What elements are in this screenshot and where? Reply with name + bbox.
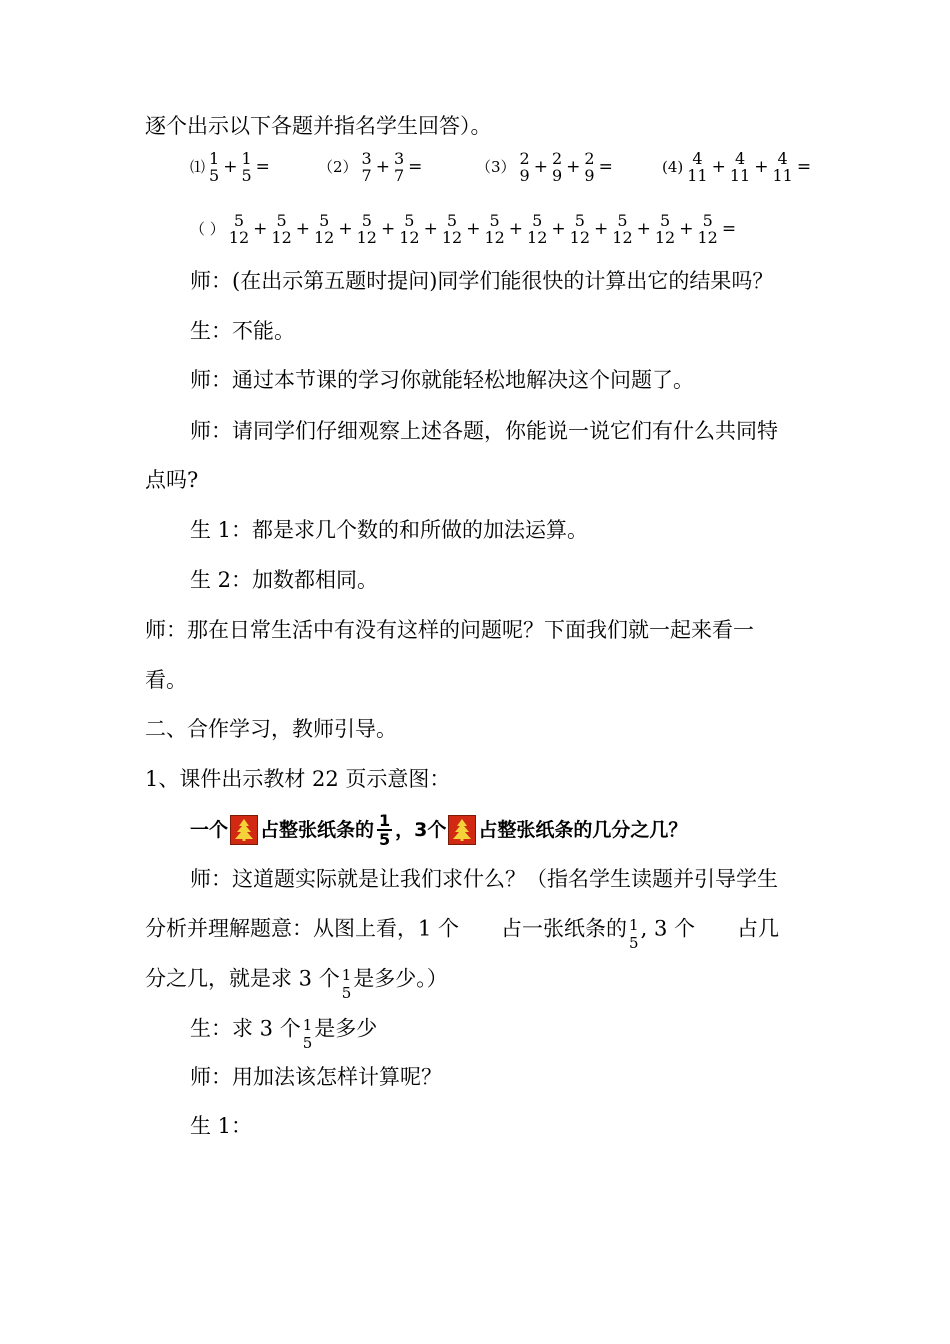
text-line: 师：(在出示第五题时提问)同学们能很快的计算出它的结果吗？ [190, 269, 774, 293]
text-line: 师：那在日常生活中有没有这样的问题呢？下面我们就一起来看一 [145, 618, 754, 642]
text-line: 生：不能。 [190, 319, 295, 343]
equation-row-1: ⑴ 1 5 + 1 5 = [190, 149, 270, 185]
text-line: 1、课件出示教材 22 页示意图： [145, 767, 451, 791]
fraction: 5 12 [271, 211, 292, 247]
fraction: 1 5 [209, 149, 220, 185]
equation-label: (4) [662, 158, 684, 176]
equation-row-3: （3） 2 9 + 2 9 + 2 9 = [476, 149, 613, 185]
fraction: 5 12 [697, 211, 718, 247]
equation-label: ⑴ [190, 158, 206, 176]
fraction: 1 5 [241, 149, 252, 185]
equation-row-4: (4) 4 11 + 4 11 + 4 11 = [662, 149, 812, 185]
fraction: 5 12 [484, 211, 505, 247]
equation-row-5: （ ） 5 12 + 5 12 + 5 12 + 5 12 + 5 12 + 5 12 + 5 12 + 5 12 + 5 12 + 5 12 + 5 12 + 5 12 = [190, 211, 737, 247]
text-line: 分之几，就是求 3 个 1 5 是多少。） [145, 966, 448, 1002]
text-line: 逐个出示以下各题并指名学生回答）。 [145, 114, 492, 138]
text-line: 生 1： [190, 1114, 253, 1138]
fraction: 2 9 [551, 149, 563, 185]
fraction: 4 11 [729, 149, 751, 185]
fraction: 5 12 [612, 211, 633, 247]
text-line: 分析并理解题意：从图上看，1 个 占一张纸条的 1 5 , 3 个 占几 [145, 916, 779, 952]
text-line: 点吗? [145, 468, 199, 492]
text-line: 生 1：都是求几个数的和所做的加法运算。 [190, 518, 589, 542]
equation-label: （ ） [190, 220, 225, 238]
text-line: 师：这道题实际就是让我们求什么？（指名学生读题并引导学生 [190, 867, 778, 891]
equation-row-2: （2） 3 7 + 3 7 = [318, 149, 423, 185]
fraction: 5 12 [399, 211, 420, 247]
text-line: 师：请同学们仔细观察上述各题，你能说一说它们有什么共同特 [190, 419, 778, 443]
fraction: 5 12 [527, 211, 548, 247]
courseware-banner: 一个 占整张纸条的 1 5 ，3个 占整张纸条的几分之几？ [190, 811, 688, 849]
fraction: 2 9 [584, 149, 595, 185]
fraction: 2 9 [519, 149, 530, 185]
tree-icon [230, 815, 258, 845]
tree-icon [448, 815, 476, 845]
section-heading: 二、合作学习，教师引导。 [145, 717, 397, 741]
text-line: 生：求 3 个 1 5 是多少 [190, 1016, 378, 1052]
fraction: 5 12 [314, 211, 335, 247]
fraction: 5 12 [228, 211, 250, 247]
equation-label: （2） [318, 158, 358, 176]
fraction: 4 11 [687, 149, 708, 185]
fraction: 5 12 [356, 211, 377, 247]
equation-label: （3） [476, 158, 516, 176]
fraction: 1 5 [302, 1016, 313, 1052]
fraction: 3 7 [393, 149, 405, 185]
text-line: 师：通过本节课的学习你就能轻松地解决这个问题了。 [190, 368, 694, 392]
fraction: 1 5 [629, 916, 639, 952]
fraction: 5 12 [654, 211, 676, 247]
fraction: 1 5 [341, 966, 352, 1002]
text-line: 生 2：加数都相同。 [190, 568, 379, 592]
fraction: 4 11 [772, 149, 793, 185]
fraction: 5 12 [441, 211, 463, 247]
fraction: 5 12 [569, 211, 591, 247]
fraction: 3 7 [361, 149, 372, 185]
text-line: 看。 [145, 668, 187, 692]
banner-fraction: 1 5 [379, 811, 391, 849]
text-line: 师：用加法该怎样计算呢？ [190, 1065, 442, 1089]
